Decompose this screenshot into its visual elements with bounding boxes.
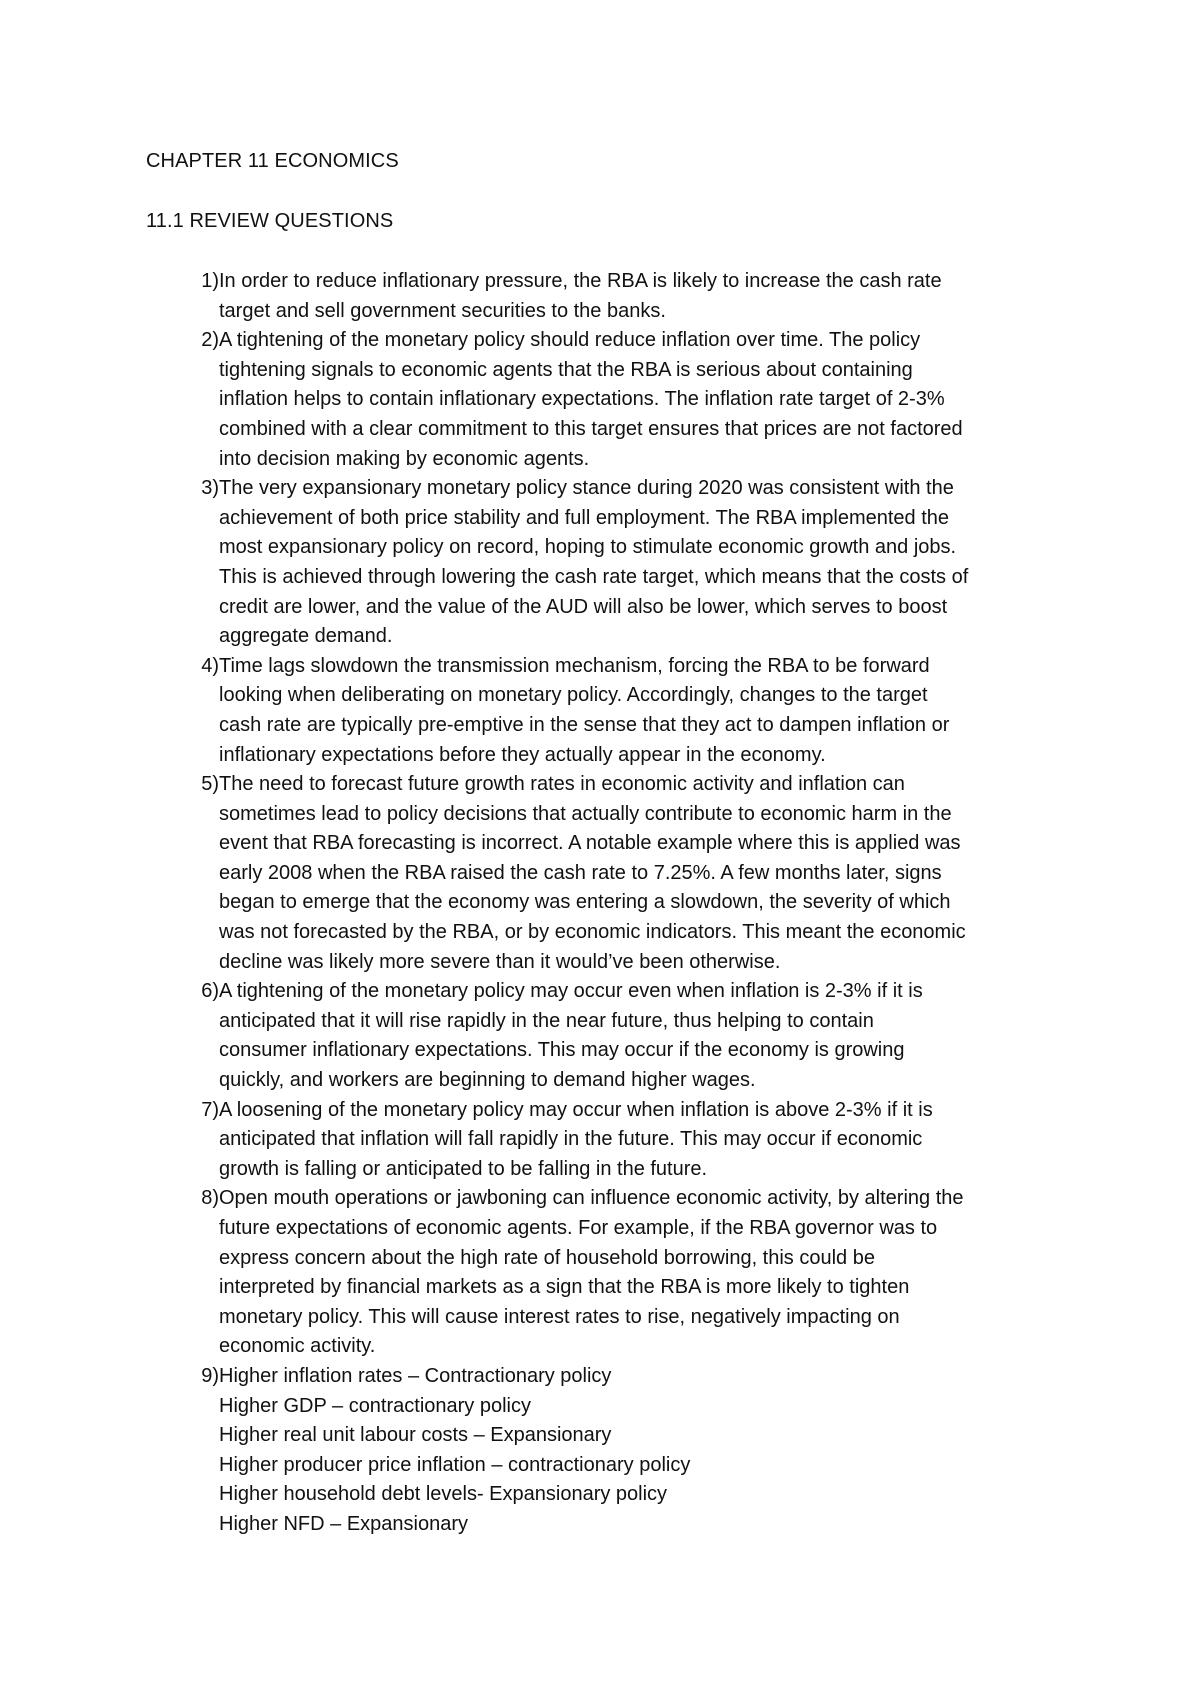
answer-text-line: into decision making by economic agents. [219,447,590,470]
answer-text-line: Higher GDP – contractionary policy [219,1394,531,1417]
answer-text-line: Open mouth operations or jawboning can influence economic activity, by altering the [219,1187,964,1210]
question-number: 9) [201,1364,219,1387]
answer-text-line: Higher producer price inflation – contractionary policy [219,1453,691,1476]
question-answer-text [219,1184,1076,1362]
answer-text-line: In order to reduce inflationary pressure, the RBA is likely to increase the cash rate [219,270,942,292]
review-question-list [146,267,1076,1540]
question-answer-text [219,977,1076,1095]
answer-text-line: Time lags slowdown the transmission mechanism, forcing the RBA to be forward [219,654,930,677]
answer-text-line: future expectations of economic agents. For example, if the RBA governor was to [219,1217,938,1239]
answer-text-line: aggregate demand. [219,625,393,648]
question-number: 7) [201,1098,219,1121]
question-number: 4) [201,654,219,677]
review-question-item [146,770,1076,977]
question-number-cell [146,326,219,356]
review-question-item [146,1362,1076,1540]
answer-text-line: inflation helps to contain inflationary expectations. The inflation rate target of 2-3% [219,388,945,411]
section-title: 11.1 REVIEW QUESTIONS [146,210,394,232]
question-number: 5) [201,773,219,796]
answer-text-line: looking when deliberating on monetary policy. Accordingly, changes to the target [219,684,928,707]
answer-text-line: sometimes lead to policy decisions that actually contribute to economic harm in the [219,802,952,825]
answer-text-line: Higher inflation rates – Contractionary policy [219,1364,612,1387]
answer-text-line: A tightening of the monetary policy may occur even when inflation is 2-3% if it is [219,980,923,1003]
review-question-item [146,652,1076,770]
question-answer-text [219,267,1076,326]
question-answer-text [219,1096,1076,1185]
answer-text-line: tightening signals to economic agents that the RBA is serious about containing [219,358,913,381]
answer-text-line: quickly, and workers are beginning to demand higher wages. [219,1069,756,1092]
question-answer-text [219,652,1076,770]
review-question-item [146,1096,1076,1185]
answer-text-line: anticipated that it will rise rapidly in the near future, thus helping to contain [219,1009,874,1032]
question-number-cell [146,1184,219,1214]
question-number: 6) [201,980,219,1003]
answer-text-line: The need to forecast future growth rates in economic activity and inflation can [219,773,905,796]
answer-text-line: cash rate are typically pre-emptive in the sense that they act to dampen inflation or [219,713,950,736]
answer-text-line: A tightening of the monetary policy should reduce inflation over time. The policy [219,329,921,352]
question-number-cell [146,474,219,504]
question-number-cell [146,977,219,1007]
answer-text-line: Higher NFD – Expansionary [219,1512,468,1535]
answer-text-line: began to emerge that the economy was entering a slowdown, the severity of which [219,891,951,914]
answer-text-line: interpreted by financial markets as a sign that the RBA is more likely to tighten [219,1276,910,1299]
question-number-cell [146,652,219,682]
answer-text-line: growth is falling or anticipated to be falling in the future. [219,1157,708,1180]
answer-text-line: inflationary expectations before they actually appear in the economy. [219,743,826,766]
review-question-item [146,977,1076,1095]
question-number: 8) [201,1187,219,1210]
question-answer-text [219,326,1076,474]
answer-text-line: The very expansionary monetary policy stance during 2020 was consistent with the [219,477,954,500]
answer-text-line: monetary policy. This will cause interest rates to rise, negatively impacting on [219,1305,900,1328]
question-answer-text [219,474,1076,652]
answer-text-line: event that RBA forecasting is incorrect. A notable example where this is applied was [219,832,961,855]
answer-text-line: Higher household debt levels- Expansionary policy [219,1483,668,1506]
answer-text-line: achievement of both price stability and full employment. The RBA implemented the [219,506,950,529]
review-question-item [146,474,1076,652]
answer-text-line: target and sell government securities to the banks. [219,299,666,322]
answer-text-line: A loosening of the monetary policy may occur when inflation is above 2-3% if it is [219,1098,933,1121]
review-question-item [146,267,1076,326]
chapter-title: CHAPTER 11 ECONOMICS [146,150,399,172]
review-question-item [146,1184,1076,1362]
answer-text-line: combined with a clear commitment to this target ensures that prices are not factored [219,417,963,440]
question-number: 1) [201,270,219,292]
question-answer-text [219,770,1076,977]
question-number-cell [146,770,219,800]
answer-text-line: This is achieved through lowering the cash rate target, which means that the costs of [219,565,969,588]
answer-text-line: most expansionary policy on record, hoping to stimulate economic growth and jobs. [219,536,957,559]
answer-text-line: Higher real unit labour costs – Expansionary [219,1424,612,1447]
question-answer-text [219,1362,1076,1540]
review-question-item [146,326,1076,474]
answer-text-line: economic activity. [219,1335,376,1358]
question-number: 3) [201,477,219,500]
question-number-cell [146,1362,219,1392]
question-number-cell [146,1096,219,1126]
answer-text-line: decline was likely more severe than it would’ve been otherwise. [219,950,781,973]
answer-text-line: express concern about the high rate of household borrowing, this could be [219,1246,875,1269]
answer-text-line: early 2008 when the RBA raised the cash rate to 7.25%. A few months later, signs [219,861,942,884]
answer-text-line: anticipated that inflation will fall rapidly in the future. This may occur if economic [219,1128,923,1151]
answer-text-line: consumer inflationary expectations. This may occur if the economy is growing [219,1039,905,1062]
question-number-cell [146,267,219,297]
answer-text-line: was not forecasted by the RBA, or by economic indicators. This meant the economic [219,921,966,944]
answer-text-line: credit are lower, and the value of the AUD will also be lower, which serves to boost [219,595,948,618]
question-number: 2) [201,329,219,352]
